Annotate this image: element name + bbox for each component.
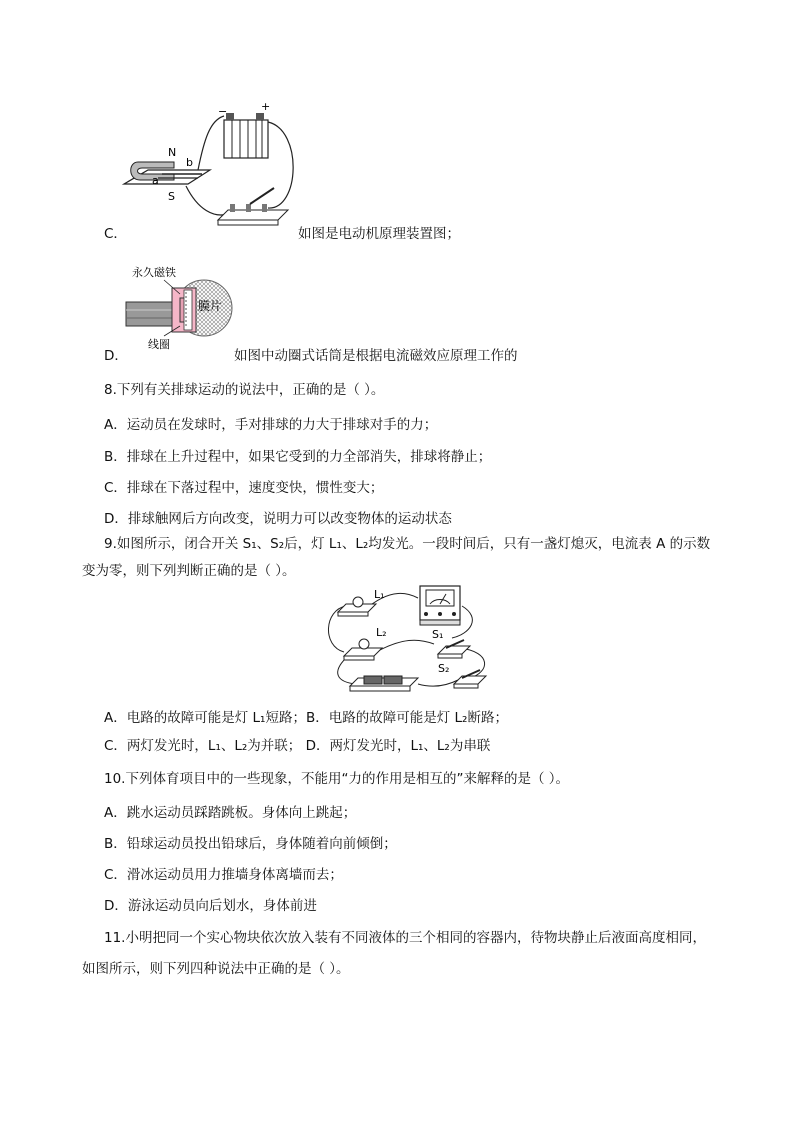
q9-stem-line1: 9.如图所示，闭合开关 S₁、S₂后，灯 L₁、L₂均发光。一段时间后，只有一盏灯熄灭，电流表 A 的示数 — [104, 536, 711, 552]
q8-option-b: B．排球在上升过程中，如果它受到的力全部消失，排球将静止； — [104, 449, 492, 465]
permanent-magnet-label: 永久磁铁 — [132, 266, 176, 279]
q10-stem: 10.下列体育项目中的一些现象，不能用“力的作用是相互的”来解释的是（ ）。 — [104, 771, 569, 787]
q11-stem-line2: 如图所示，则下列四种说法中正确的是（ ）。 — [82, 961, 350, 977]
motor-apparatus-figure — [118, 100, 302, 236]
option-d-text: 如图中动圈式话筒是根据电流磁效应原理工作的 — [234, 348, 518, 364]
q10-option-a: A．跳水运动员踩踏跳板。身体向上跳起； — [104, 805, 357, 821]
lamp-l1-label: L₁ — [374, 588, 385, 601]
q8-option-d: D．排球触网后方向改变，说明力可以改变物体的运动状态 — [104, 511, 452, 527]
battery-plus-label: + — [261, 100, 271, 113]
lamp-l2-label: L₂ — [376, 626, 387, 639]
diaphragm-label: 膜片 — [198, 299, 223, 313]
circuit-figure — [322, 582, 488, 694]
switch-s1-label: S₁ — [432, 628, 444, 641]
switch-s2-label: S₂ — [438, 662, 450, 675]
magnet-north-label: N — [168, 146, 177, 159]
q8-option-a: A．运动员在发球时，手对排球的力大于排球对手的力； — [104, 417, 438, 433]
microphone-figure — [124, 260, 234, 352]
q9-options-cd: C．两灯发光时，L₁、L₂为并联； D．两灯发光时，L₁、L₂为串联 — [104, 738, 491, 754]
q8-option-c: C．排球在下落过程中，速度变快，惯性变大； — [104, 480, 384, 496]
battery-minus-label: − — [218, 105, 228, 118]
magnet-south-label: S — [168, 190, 175, 203]
q11-stem-line1: 11.小明把同一个实心物块依次放入装有不同液体的三个相同的容器内，待物块静止后液面高度相同， — [104, 930, 706, 946]
q10-option-c: C．滑冰运动员用力推墙身体离墙而去； — [104, 867, 343, 883]
rod-b-label: b — [186, 156, 193, 169]
coil-label: 线圈 — [148, 338, 170, 351]
q10-option-b: B．铅球运动员投出铅球后，身体随着向前倾倒； — [104, 836, 397, 852]
option-d-letter: D． — [104, 348, 128, 364]
option-c-text: 如图是电动机原理装置图； — [298, 226, 460, 242]
option-c-letter: C． — [104, 226, 127, 242]
q9-stem-line2: 变为零，则下列判断正确的是（ ）。 — [82, 563, 296, 579]
q9-options-ab: A．电路的故障可能是灯 L₁短路；B．电路的故障可能是灯 L₂断路； — [104, 710, 508, 726]
q8-stem: 8.下列有关排球运动的说法中，正确的是（ ）。 — [104, 382, 385, 398]
q10-option-d: D．游泳运动员向后划水，身体前进 — [104, 898, 317, 914]
rod-a-label: a — [152, 174, 159, 187]
